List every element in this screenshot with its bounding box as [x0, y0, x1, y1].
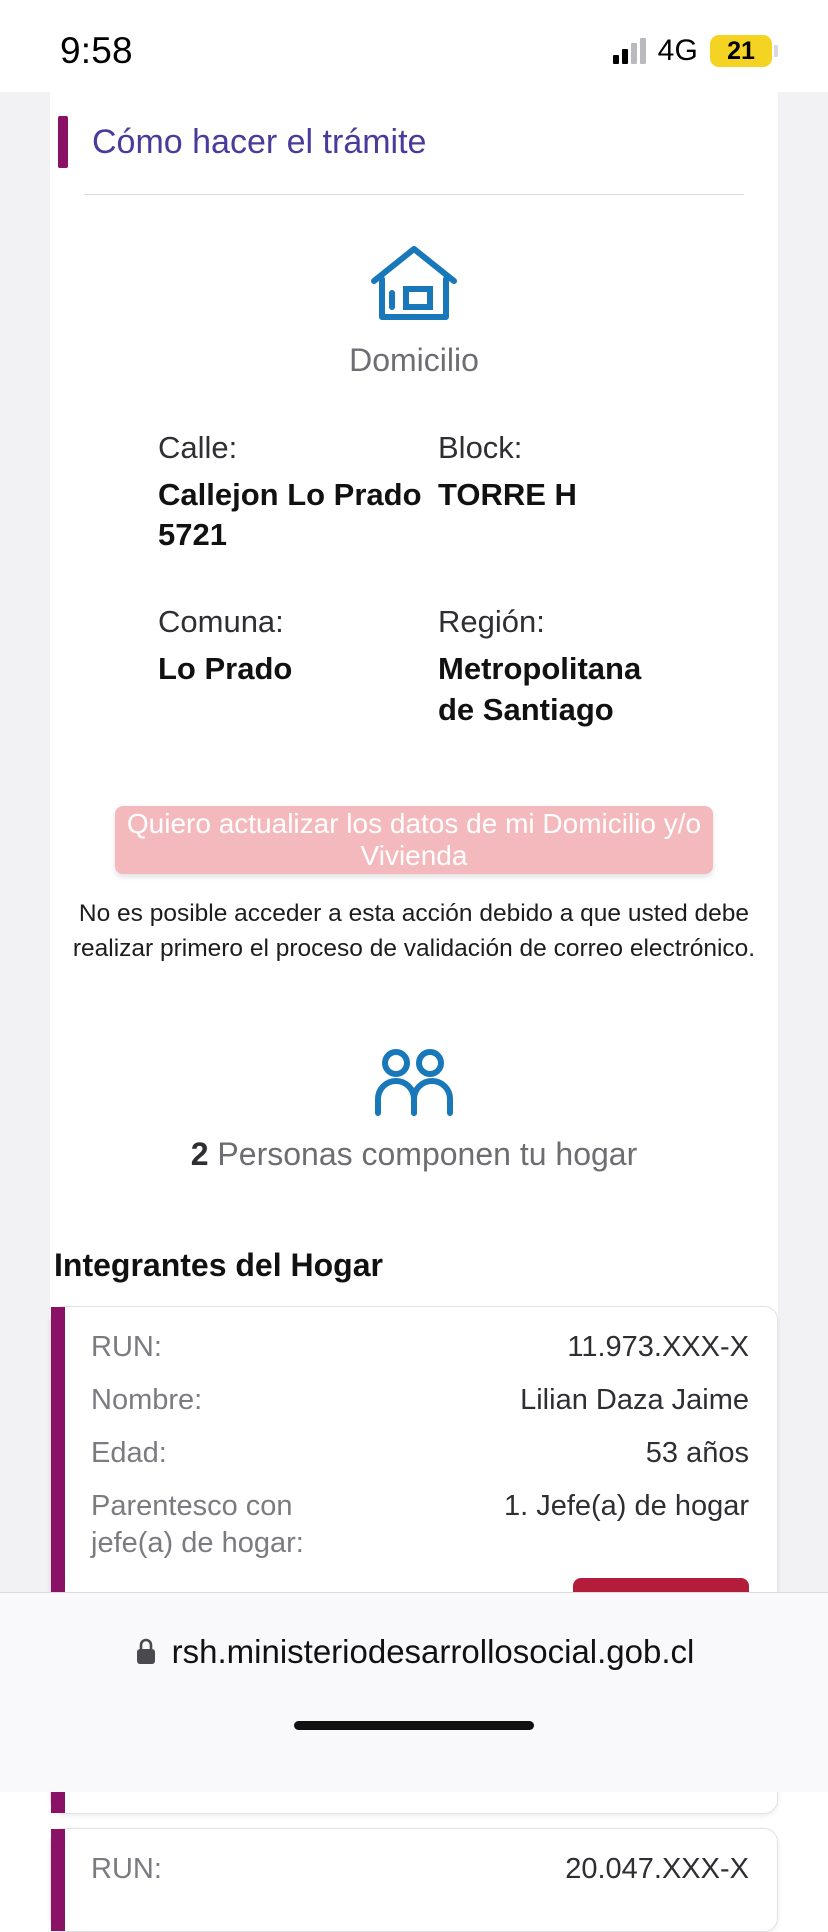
network-type-label: 4G	[657, 34, 698, 67]
domicilio-fields	[50, 427, 778, 730]
people-group-icon	[368, 1045, 460, 1121]
status-bar	[0, 0, 828, 92]
nombre-value: Lilian Daza Jaime	[520, 1384, 749, 1417]
field-block	[438, 427, 718, 555]
card-row-edad	[91, 1435, 749, 1472]
run-value: 11.973.XXX-X	[567, 1330, 749, 1363]
lock-icon	[134, 1637, 158, 1667]
field-comuna	[158, 601, 438, 729]
section-accent-bar	[58, 116, 68, 168]
home-indicator[interactable]	[294, 1721, 534, 1730]
section-header	[50, 92, 778, 168]
domicilio-block	[50, 241, 778, 379]
card-row-run	[91, 1329, 749, 1366]
status-indicators	[613, 24, 772, 68]
field-value: TORRE H	[438, 476, 577, 512]
field-row	[158, 427, 718, 555]
hogar-count: 2	[190, 1135, 209, 1172]
field-label: Block:	[438, 430, 523, 465]
field-calle	[158, 427, 438, 555]
field-row	[158, 601, 718, 729]
parentesco-label: Parentesco con jefe(a) de hogar:	[91, 1490, 304, 1560]
section-title[interactable]: Cómo hacer el trámite	[92, 122, 427, 161]
edad-value: 53 años	[645, 1437, 749, 1470]
domicilio-label: Domicilio	[349, 342, 479, 378]
battery-icon	[710, 35, 772, 67]
browser-bottom-bar	[0, 1592, 828, 1792]
field-value: Lo Prado	[158, 651, 293, 687]
nombre-label: Nombre:	[91, 1384, 203, 1417]
field-value: Callejon Lo Prado 5721	[158, 476, 422, 553]
card-row-parentesco	[91, 1488, 749, 1562]
url-text: rsh.ministeriodesarrollosocial.gob.cl	[171, 1633, 695, 1670]
address-bar[interactable]	[0, 1593, 828, 1711]
field-label: Región:	[438, 604, 545, 640]
hogar-count-label: Personas componen tu hogar	[217, 1135, 638, 1172]
field-label: Calle:	[158, 430, 238, 465]
card-row-run	[91, 1851, 749, 1888]
house-icon	[366, 241, 462, 325]
member-card	[50, 1828, 778, 1931]
integrantes-title: Integrantes del Hogar	[54, 1246, 383, 1283]
webpage-viewport	[0, 92, 828, 1886]
cta-disabled-note: No es posible acceder a esta acción debido a que usted debe realizar primero el proceso de validación de correo electrónico.	[72, 899, 756, 963]
edad-label: Edad:	[91, 1437, 167, 1470]
field-value: Metropolitana de Santiago	[438, 651, 642, 727]
parentesco-value: 1. Jefe(a) de hogar	[503, 1490, 749, 1523]
battery-percent-label: 21	[727, 36, 755, 65]
card-row-nombre	[91, 1382, 749, 1419]
field-region	[438, 601, 718, 729]
run-label: RUN:	[91, 1330, 162, 1363]
divider	[84, 194, 744, 195]
run-value: 20.047.XXX-X	[565, 1853, 749, 1886]
hogar-block	[50, 1045, 778, 1173]
field-label: Comuna:	[158, 604, 284, 640]
status-time: 9:58	[60, 30, 133, 71]
update-domicilio-button[interactable]: Quiero actualizar los datos de mi Domicilio y/o Vivienda	[115, 806, 713, 874]
hogar-count-text	[50, 1136, 778, 1173]
signal-bars-icon	[613, 38, 646, 64]
run-label: RUN:	[91, 1853, 162, 1886]
member-card-next-partial	[50, 1828, 778, 1886]
